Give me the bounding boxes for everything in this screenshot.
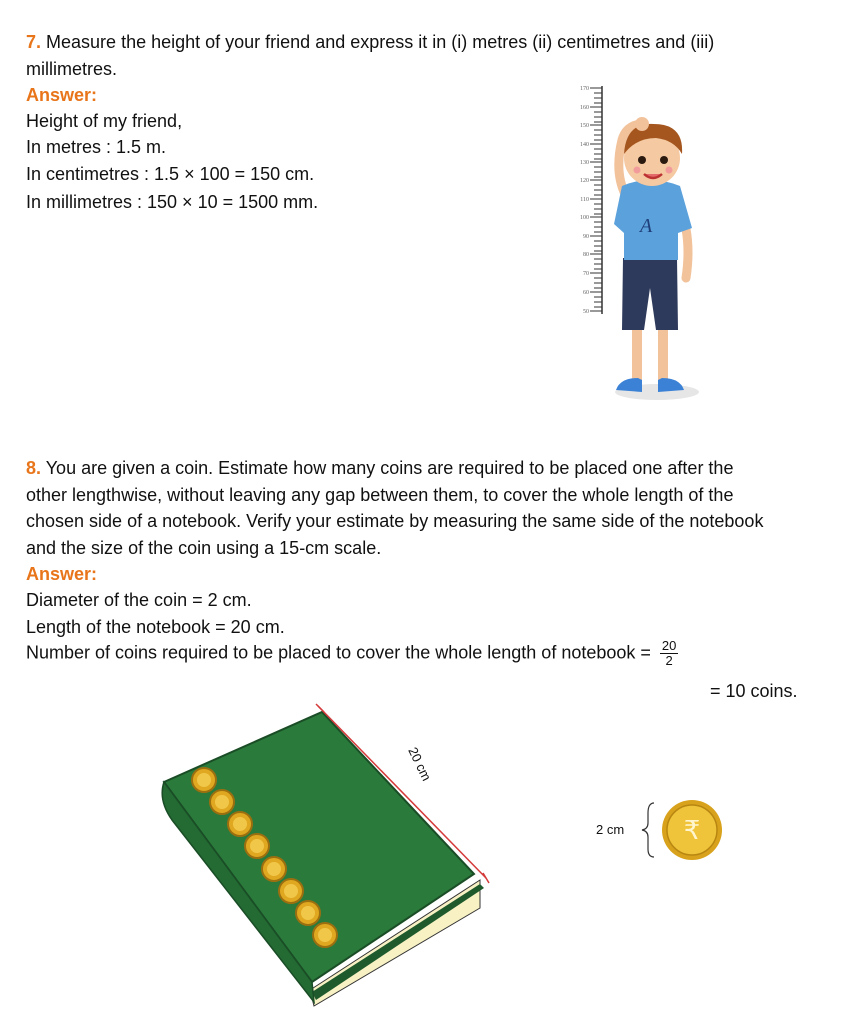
q8-question-line4: and the size of the coin using a 15-cm scale. (26, 538, 382, 558)
q8-question-line2: other lengthwise, without leaving any gap between them, to cover the whole length of the (26, 485, 734, 505)
ruler-tick-label: 60 (583, 290, 589, 296)
q7-number: 7. (26, 32, 42, 52)
fraction-numerator: 20 (661, 638, 677, 653)
brace-icon (642, 803, 654, 857)
height-ruler (580, 86, 602, 315)
q8-number: 8. (26, 458, 42, 478)
coin-size-illustration (640, 795, 730, 865)
shirt-letter: A (640, 215, 653, 237)
q7-question-line2: millimetres. (26, 59, 118, 79)
ruler-tick-label: 150 (580, 123, 589, 129)
q8-question-text1: You are given a coin. Estimate how many coins are required to be placed one after the (45, 458, 734, 478)
coin-icon (279, 879, 303, 903)
fraction (660, 639, 678, 668)
ruler-tick-label: 160 (580, 105, 589, 111)
q8-question-line1 (26, 455, 733, 481)
book-length-label: 20 cm (405, 744, 435, 784)
q7-answer-line2: In metres : 1.5 m. (26, 137, 167, 157)
coin-icon (262, 857, 286, 881)
q8-answer-line3 (26, 639, 678, 668)
ruler-tick-label: 100 (580, 215, 589, 221)
coin-size-label: 2 cm (596, 822, 625, 837)
coin-icon (192, 768, 216, 792)
q7-answer-line3: In centimetres : 1.5 × 100 = 150 cm. (26, 164, 315, 184)
q8-answer-line1: Diameter of the coin = 2 cm. (26, 590, 252, 610)
notebook-illustration (150, 700, 495, 1010)
q7-answer-line4: In millimetres : 150 × 10 = 1500 mm. (26, 192, 319, 212)
ruler-tick-label: 110 (580, 197, 589, 203)
q7-question-text1: Measure the height of your friend and express it in (i) metres (ii) centimetres and (iii) (46, 32, 715, 52)
ruler-tick-label: 80 (583, 252, 589, 258)
q8-question-line3: chosen side of a notebook. Verify your estimate by measuring the same side of the notebook (26, 511, 764, 531)
boy-figure (614, 117, 699, 400)
ruler-tick-label: 50 (583, 309, 589, 315)
ruler-tick-label: 120 (580, 178, 589, 184)
ruler-tick-label: 130 (580, 160, 589, 166)
coin-icon (245, 834, 269, 858)
coin-icon (228, 812, 252, 836)
q7-question-line1 (26, 29, 714, 55)
coin-icon (210, 790, 234, 814)
q8-answer-line2: Length of the notebook = 20 cm. (26, 617, 285, 637)
height-measure-illustration (560, 78, 720, 408)
fraction-denominator: 2 (665, 653, 673, 668)
ruler-tick-label: 70 (583, 271, 589, 277)
rupee-coin-icon (662, 800, 722, 860)
ruler-tick-label: 140 (580, 142, 589, 148)
q8-answer-label: Answer: (26, 564, 98, 584)
q8-answer-line3-text: Number of coins required to be placed to cover the whole length of notebook = (26, 642, 651, 663)
q8-answer-line4: = 10 coins. (710, 681, 798, 701)
rupee-symbol: ₹ (683, 816, 701, 846)
ruler-tick-label: 90 (583, 234, 589, 240)
coin-icon (313, 923, 337, 947)
ruler-tick-label: 170 (580, 86, 589, 92)
coin-icon (296, 901, 320, 925)
q7-answer-line1: Height of my friend, (26, 111, 183, 131)
q7-answer-label: Answer: (26, 85, 98, 105)
